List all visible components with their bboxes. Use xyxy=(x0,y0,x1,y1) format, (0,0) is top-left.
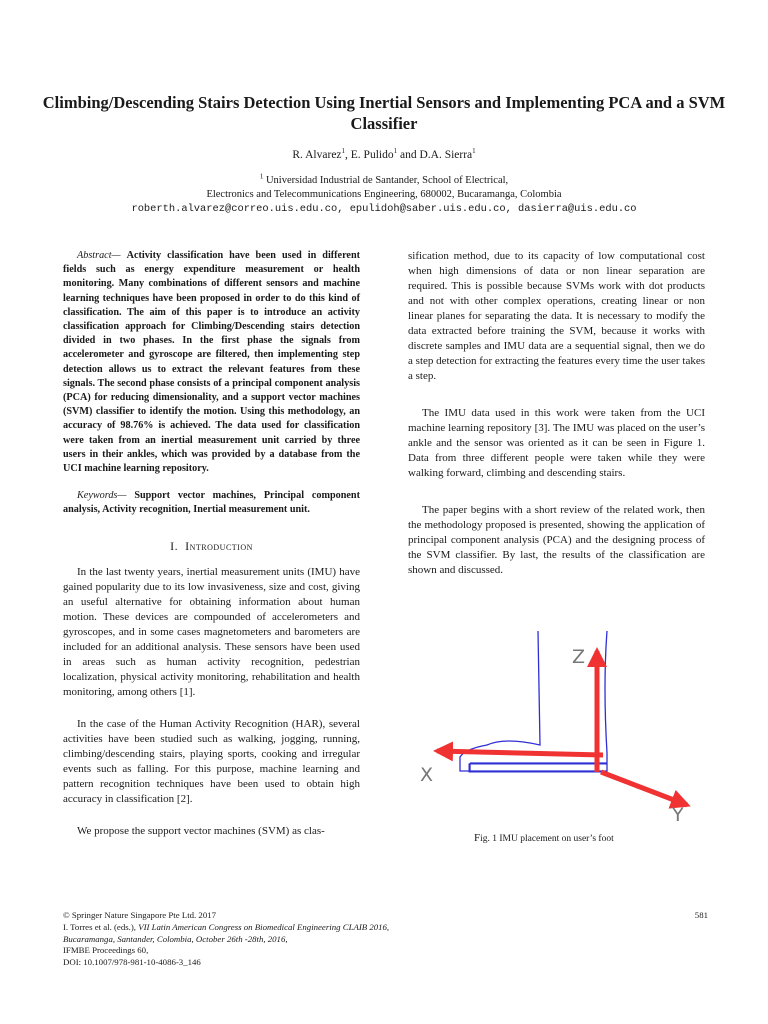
affiliation-mark: 1 xyxy=(259,172,264,181)
author-affiliation-mark: 1 xyxy=(341,147,346,156)
page-footer xyxy=(63,910,708,969)
keywords xyxy=(63,489,360,517)
body-paragraph: The IMU data used in this work were taken from the UCI machine learning repository [3]. The IMU was placed on the user’s ankle and the sensor was oriented as it can be seen in Figure 1. Data from three different people were taken while they were walking forward, climbing and descending stairs. xyxy=(408,407,705,479)
author-separator: , xyxy=(345,149,351,161)
left-column xyxy=(63,249,360,839)
body-paragraph: In the last twenty years, inertial measurement units (IMU) have gained popularity due to its low invasiveness, size and cost, giving an useful alternative for obtaining information about human motion. These devices are compounded of accelerometers and gyroscopes, and in some cases magnetometers and barometers are included for an additional analysis. These sensors have been used in areas such as human activity recognition, pedestrian localization, physical activity monitoring, rehabilitation and health monitoring, among others [1]. xyxy=(63,565,360,698)
figure-caption xyxy=(474,832,614,845)
author-name: D.A. Sierra xyxy=(419,149,473,161)
body-paragraph: The paper begins with a short review of the related work, then the methodology proposed is presented, showing the application of principal component analysis (PCA) and the designing process of the SVM classifier. By last, the results of the classification are shown and discussed. xyxy=(408,504,705,576)
section-heading xyxy=(63,539,360,554)
congress-text: VII Latin American Congress on Biomedical Engineering CLAIB 2016, xyxy=(138,921,390,932)
body-paragraph: In the case of the Human Activity Recognition (HAR), several activities have been studied such as walking, jogging, running, climbing/descending stairs, playing sports, cooking and irregular events such as falling. For this purpose, machine learning and pattern recognition techniques have been used to obtain high accuracy in classification [2]. xyxy=(63,717,360,805)
author-separator: and xyxy=(397,149,420,161)
body-paragraph: sification method, due to its capacity of low computational cost when high dimensions of data or non linear separation are required. This is possible because SVMs work with dot products and not with other complex operations, creating linear or non linear planes for separating the data. It is necessary to modify the data extracted before training the SVM, because it works with discrete samples and IMU data are a sequential signal, then we do a step detection for extracting the features every time the user takes a step. xyxy=(408,250,705,382)
section-number: I. xyxy=(170,538,179,553)
affiliation-line: Universidad Industrial de Santander, School of Electrical, xyxy=(265,175,509,186)
abstract-label: Abstract— xyxy=(77,250,121,261)
z-axis-label: Z xyxy=(572,646,586,668)
copyright-line: © Springer Nature Singapore Pte Ltd. 2017 xyxy=(63,910,217,920)
affiliation-line: Electronics and Telecommunications Engineering, 680002, Bucaramanga, Colombia xyxy=(206,188,562,200)
abstract xyxy=(63,249,360,476)
section-title: Introduction xyxy=(185,538,253,553)
citation-line xyxy=(63,922,708,934)
location-line xyxy=(63,934,708,946)
imu-placement-figure xyxy=(420,625,725,830)
page-number: 581 xyxy=(694,910,708,920)
body-paragraph: We propose the support vector machines (SVM) as clas- xyxy=(77,824,325,837)
caption-text: ig. 1 IMU placement on user’s foot xyxy=(480,834,614,844)
author-affiliation-mark: 1 xyxy=(393,147,398,156)
editors-text: I. Torres et al. (eds.), xyxy=(63,921,139,932)
doi-line: DOI: 10.1007/978-981-10-4086-3_146 xyxy=(63,957,201,968)
author-affiliation-mark: 1 xyxy=(472,147,476,156)
location-text: Bucaramanga, Santander, Colombia, October 26th -28th, 2016, xyxy=(63,933,288,944)
proceedings-line: IFMBE Proceedings 60, xyxy=(63,945,149,956)
author-list xyxy=(40,148,728,162)
author-emails: roberth.alvarez@correo.uis.edu.co, epulidoh@saber.uis.edu.co, dasierra@uis.edu.co xyxy=(131,203,637,215)
y-axis-label: Y xyxy=(672,804,684,826)
author-name: E. Pulido xyxy=(350,149,394,161)
affiliation xyxy=(40,174,728,201)
right-column xyxy=(408,249,705,578)
x-axis-label: X xyxy=(420,764,434,786)
keywords-label: Keywords— xyxy=(77,490,127,502)
y-axis-arrow xyxy=(601,772,687,805)
keywords-text: Support vector machines, Principal component analysis, Activity recognition, Inertial measurement unit. xyxy=(63,490,360,516)
paper-title: Climbing/Descending Stairs Detection Using Inertial Sensors and Implementing PCA and a SVM Classifier xyxy=(42,93,726,133)
author-name: R. Alvarez xyxy=(292,149,342,161)
caption-prefix: F xyxy=(474,832,481,844)
abstract-text: Activity classification have been used in different fields such as energy expenditure measurement or health monitoring. Many combinations of different sensors and machine learning techniques have been proposed in order to do this kind of classification. The aim of this paper is to introduce an activity classification approach for Climbing/Descending stairs detection divided in two phases. In the first phase the signals from accelerometer and gyroscope are filtered, then implementing step detection allows us to extract the relevant features from these signals. The second phase consists of a principal component analysis (PCA) for reducing dimensionality, and a support vector machines (SVM) classifier to identify the motion. Using this methodology, an accuracy of 98.76% is achieved. The data used for classification were taken from an inertial measurement unit carried by three users in their ankles, which was provided by a database from the UCI machine learning repository. xyxy=(63,250,360,475)
